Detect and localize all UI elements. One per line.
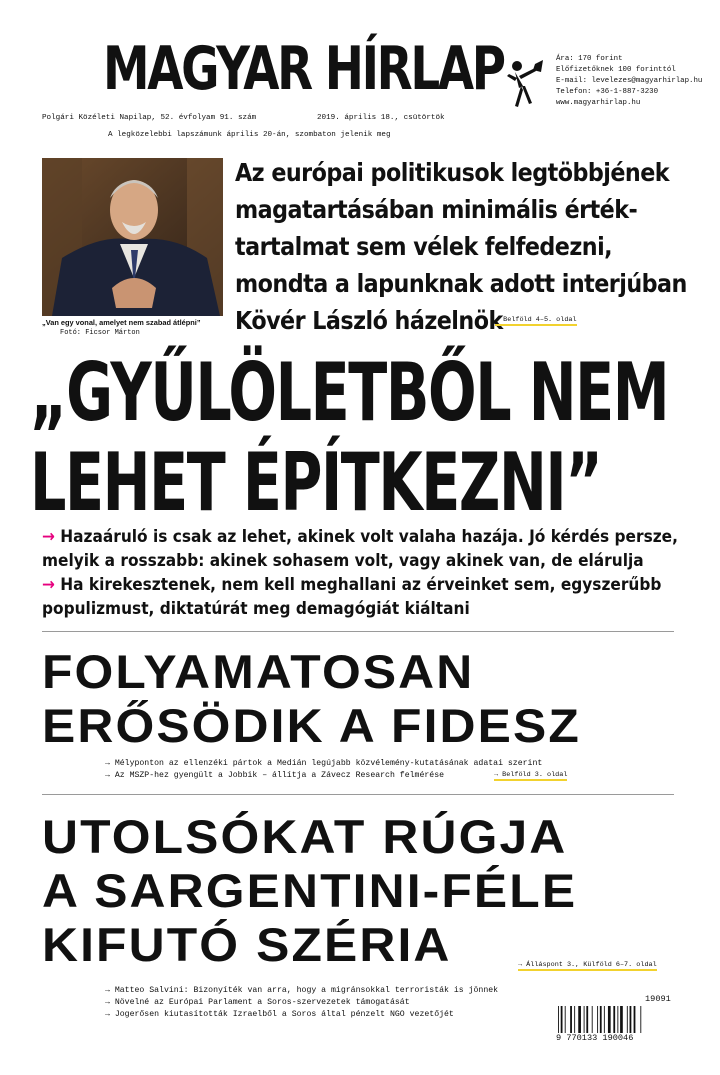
lead-page-ref[interactable]: → Belföld 4–5. oldal: [495, 316, 577, 324]
quote-bullets: [42, 525, 712, 621]
tagline-text: Polgári Közéleti Napilap, 52. évfolyam 91. szám: [42, 114, 257, 122]
story2-line: ERŐSÖDIK A FIDESZ: [42, 699, 581, 752]
website-text: www.magyarhirlap.hu: [556, 99, 641, 107]
pink-arrow-icon: →: [42, 575, 55, 595]
story2-sub: → Mélyponton az ellenzéki pártok a Medián legújabb közvélemény-kutatásának adatai szerint: [105, 759, 543, 768]
lead-photo: [42, 158, 223, 316]
lead-headline-line: Az európai politikusok legtöbbjének: [235, 158, 670, 187]
story2-headline: [42, 645, 702, 753]
divider: [42, 631, 674, 632]
lead-headline-line: mondta a lapunknak adott interjúban: [235, 269, 687, 298]
story3-headline: [42, 810, 702, 972]
lead-headline: [235, 154, 705, 339]
bullet-line: melyik a rosszabb: akinek sohasem volt, vagy akinek van, de elárulja: [42, 551, 644, 571]
story3-line: KIFUTÓ SZÉRIA: [42, 918, 452, 971]
story3-subs: [105, 985, 498, 1021]
story3-sub: → Jogerősen kiutasították Izraelből a Soros által pénzelt NGO vezetőjét: [105, 1010, 454, 1019]
story3-sub: → Matteo Salvini: Bizonyíték van arra, hogy a migránsokkal terroristák is jönnek: [105, 986, 499, 995]
mascot-logo-icon: [505, 56, 545, 110]
photo-credit: Fotó: Ficsor Márton: [60, 329, 140, 337]
quote-headline: [30, 348, 720, 528]
masthead-info: [556, 54, 702, 109]
bullet-line: → Ha kirekesztenek, nem kell meghallani az érveinket sem, egyszerűbb: [42, 575, 662, 595]
quote-line: „GYŰLÖLETBŐL NEM: [30, 346, 669, 439]
lead-headline-line: tartalmat sem vélek felfedezni,: [235, 232, 613, 261]
email-text: E-mail: levelezes@magyarhirlap.hu: [556, 77, 703, 85]
masthead-title: MAGYAR HÍRLAP: [103, 34, 504, 104]
subscriber-text: Előfizetőknek 100 forinttól: [556, 66, 676, 74]
price-text: Ára: 170 forint: [556, 55, 623, 63]
lead-headline-line: Kövér László házelnök: [235, 306, 503, 335]
story3-line: UTOLSÓKAT RÚGJA: [42, 810, 568, 863]
lead-headline-line: magatartásában minimális érték-: [235, 195, 638, 224]
story2-subs: [105, 758, 542, 782]
pink-arrow-icon: →: [42, 527, 55, 547]
story2-page-ref[interactable]: → Belföld 3. oldal: [494, 771, 568, 779]
barcode: [556, 1006, 676, 1033]
next-issue-note: A legközelebbi lapszámunk április 20-án, szombaton jelenik meg: [108, 131, 391, 139]
issue-date: 2019. április 18., csütörtök: [317, 114, 445, 122]
quote-line: LEHET ÉPÍTKEZNI”: [30, 436, 602, 529]
bullet-line: → Hazaáruló is csak az lehet, akinek volt valaha hazája. Jó kérdés persze,: [42, 527, 678, 547]
divider: [42, 794, 674, 795]
story3-page-ref[interactable]: → Álláspont 3., Külföld 6–7. oldal: [518, 961, 657, 969]
story3-line: A SARGENTINI-FÉLE: [42, 864, 578, 917]
phone-text: Telefon: +36-1-887-3230: [556, 88, 659, 96]
story3-sub: → Növelné az Európai Parlament a Soros-szervezetek támogatását: [105, 998, 410, 1007]
story2-sub: → Az MSZP-hez gyengült a Jobbik – állítja a Závecz Research felmérése: [105, 771, 445, 780]
story2-line: FOLYAMATOSAN: [42, 645, 475, 698]
photo-caption: „Van egy vonal, amelyet nem szabad átlépni”: [42, 318, 201, 327]
barcode-issue-number: 19091: [645, 994, 671, 1004]
barcode-number: 9 770133 190046: [556, 1033, 634, 1043]
bullet-line: populizmust, diktatúrát meg demagógiát kiáltani: [42, 599, 470, 619]
